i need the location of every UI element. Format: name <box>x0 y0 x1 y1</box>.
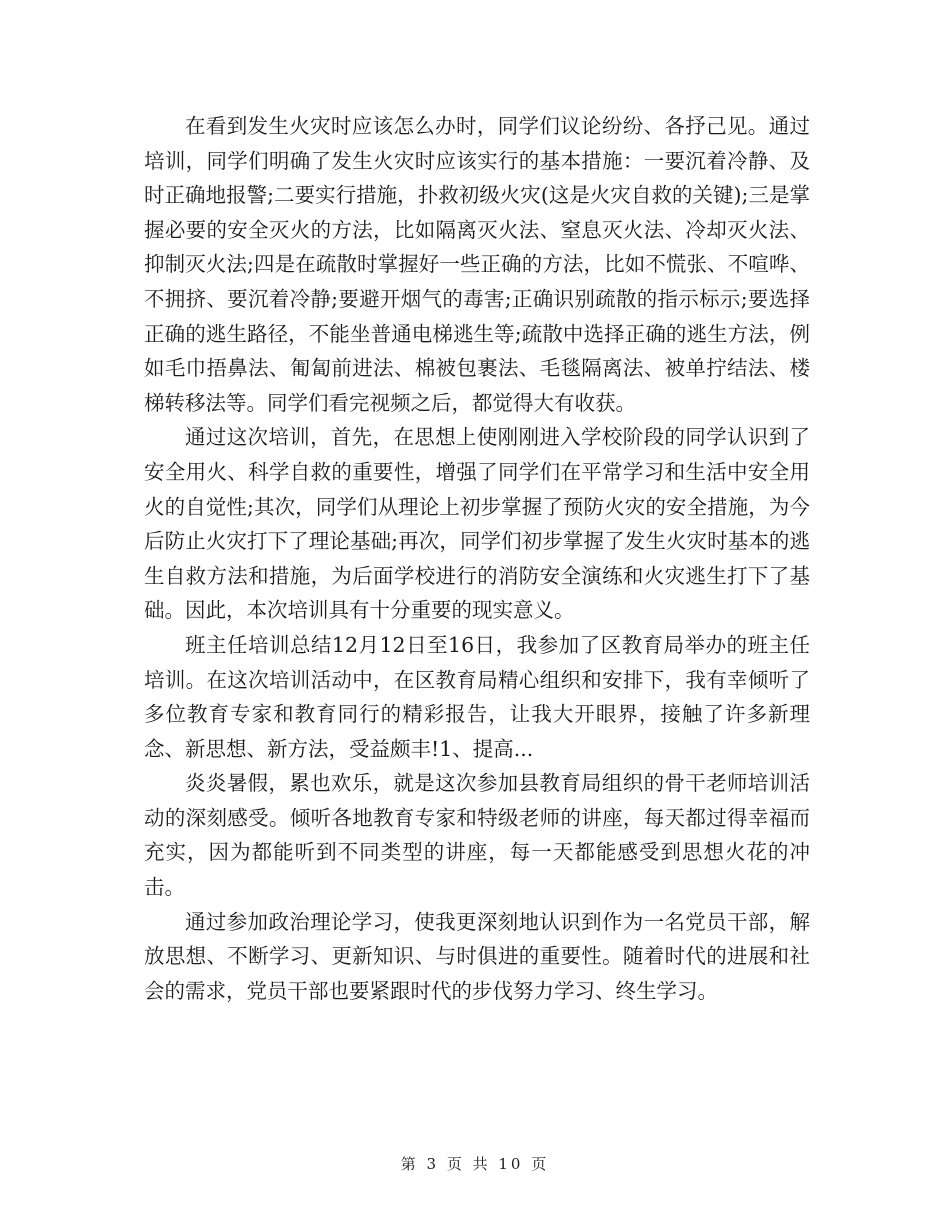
paragraph-fire-response: 在看到发生火灾时应该怎么办时，同学们议论纷纷、各抒己见。通过培训，同学们明确了发生火灾时应该实行的基本措施：一要沉着冷静、及时正确地报警;二要实行措施，扑救初级火灾(这是火灾自救的关键);三是掌握必要的安全灭火的方法，比如隔离灭火法、窒息灭火法、冷却灭火法、抑制灭火法;四是在疏散时掌握好一些正确的方法，比如不慌张、不喧哗、不拥挤、要沉着冷静;要避开烟气的毒害;正确识别疏散的指示标示;要选择正确的逃生路径，不能坐普通电梯逃生等;疏散中选择正确的逃生方法，例如毛巾捂鼻法、匍匐前进法、棉被包裹法、毛毯隔离法、被单拧结法、楼梯转移法等。同学们看完视频之后，都觉得大有收获。 <box>144 114 810 415</box>
paragraph-training-significance: 通过这次培训，首先，在思想上使刚刚进入学校阶段的同学认识到了安全用火、科学自救的重要性，增强了同学们在平常学习和生活中安全用火的自觉性;其次，同学们从理论上初步掌握了预防火灾的安全措施，为今后防止火灾打下了理论基础;再次，同学们初步掌握了发生火灾时基本的逃生自救方法和措施，为后面学校进行的消防安全演练和火灾逃生打下了基础。因此，本次培训具有十分重要的现实意义。 <box>144 425 810 623</box>
paragraph-political-study: 通过参加政治理论学习，使我更深刻地认识到作为一名党员干部，解放思想、不断学习、更新知识、与时俱进的重要性。随着时代的进展和社会的需求，党员干部也要紧跟时代的步伐努力学习、终生学习。 <box>144 909 810 1003</box>
paragraph-headteacher-training: 班主任培训总结12月12日至16日，我参加了区教育局举办的班主任培训。在这次培训活动中，在区教育局精心组织和安排下，我有幸倾听了多位教育专家和教育同行的精彩报告，让我大开眼界，接触了许多新理念、新思想、新方法，受益颇丰!1、提高... <box>144 632 810 761</box>
page-number-footer: 第 3 页 共 10 页 <box>400 1155 550 1173</box>
paragraph-summer-training: 炎炎暑假，累也欢乐，就是这次参加县教育局组织的骨干老师培训活动的深刻感受。倾听各地教育专家和特级老师的讲座，每天都过得幸福而充实，因为都能听到不同类型的讲座，每一天都能感受到思想火花的冲击。 <box>144 771 810 900</box>
document-body <box>144 109 810 1008</box>
